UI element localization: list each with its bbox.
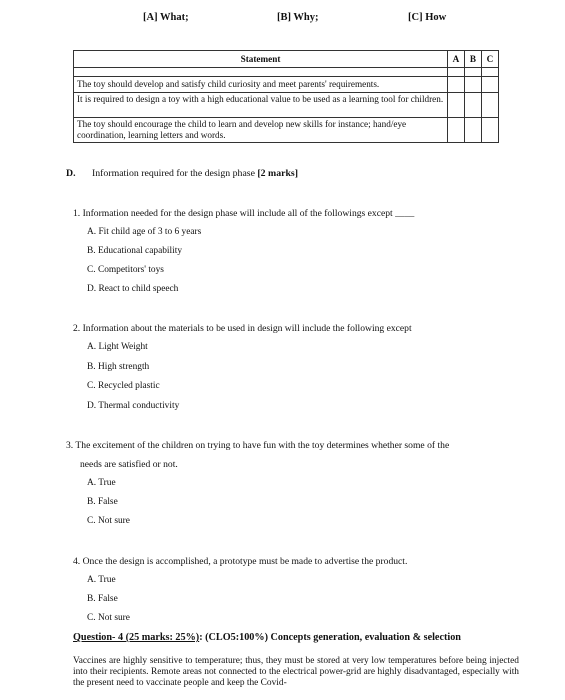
- question-2-option-b[interactable]: B. High strength: [87, 362, 150, 372]
- question-1-option-c[interactable]: C. Competitors' toys: [87, 265, 164, 275]
- question-3-text-line2: needs are satisfied or not.: [80, 459, 178, 470]
- statement-cell: The toy should develop and satisfy child curiosity and meet parents' requirements.: [74, 77, 448, 93]
- question-3-option-b[interactable]: B. False: [87, 497, 118, 507]
- question-4-option-b[interactable]: B. False: [87, 594, 118, 604]
- question-4-option-a[interactable]: A. True: [87, 575, 116, 585]
- col-header-b: B: [465, 51, 482, 68]
- statement-cell: The toy should encourage the child to learn and develop new skills for instance; hand/eye coordination, learning letters and words.: [74, 118, 448, 143]
- answer-cell-c[interactable]: [482, 93, 499, 118]
- answer-cell-a[interactable]: [448, 93, 465, 118]
- statement-cell: It is required to design a toy with a high educational value to be used as a learning tool for children.: [74, 93, 448, 118]
- question-4-heading-title: : (CLO5:100%) Concepts generation, evaluation & selection: [199, 632, 461, 643]
- table-row: [74, 93, 499, 118]
- table-header-row: [74, 51, 499, 68]
- question-1-option-b[interactable]: B. Educational capability: [87, 246, 183, 256]
- answer-cell-a[interactable]: [448, 77, 465, 93]
- question-4-paragraph: Vaccines are highly sensitive to temperature; thus, they must be stored at very low temperatures before being injected into their recipients. Remote areas not connected to the electrical power-grid are highly disadvantaged, especially with the present need to vaccinate people and keep the Covid-: [73, 656, 519, 688]
- answer-cell-c[interactable]: [482, 77, 499, 93]
- question-1-option-a[interactable]: A. Fit child age of 3 to 6 years: [87, 227, 202, 237]
- question-4-heading: [73, 632, 461, 643]
- question-4-heading-marks: Question- 4 (25 marks: 25%): [73, 632, 200, 643]
- table-row: [74, 118, 499, 143]
- question-1: [73, 208, 414, 219]
- table-row: [74, 77, 499, 93]
- header-what: [A] What;: [143, 12, 189, 23]
- statement-table: [73, 50, 499, 143]
- answer-cell-b[interactable]: [465, 118, 482, 143]
- question-3-text-line1: 3. The excitement of the children on trying to have fun with the toy determines whether some of the: [66, 440, 450, 451]
- table-spacer-row: [74, 68, 499, 77]
- answer-cell-a[interactable]: [448, 118, 465, 143]
- section-d-text: Information required for the design phase: [92, 168, 255, 179]
- answer-cell-b[interactable]: [465, 77, 482, 93]
- col-header-c: C: [482, 51, 499, 68]
- answer-cell-c[interactable]: [482, 118, 499, 143]
- header-how: [C] How: [408, 12, 447, 23]
- question-4-text: 4. Once the design is accomplished, a prototype must be made to advertise the product.: [73, 556, 408, 567]
- section-d-marks: [2 marks]: [257, 168, 298, 179]
- col-header-statement: Statement: [74, 51, 448, 68]
- question-2-text: 2. Information about the materials to be used in design will include the following except: [73, 323, 412, 334]
- header-why: [B] Why;: [277, 12, 319, 23]
- answer-cell-b[interactable]: [465, 93, 482, 118]
- question-2-option-a[interactable]: A. Light Weight: [87, 342, 148, 352]
- question-3-option-c[interactable]: C. Not sure: [87, 516, 130, 526]
- question-1-blank: ____: [395, 208, 415, 219]
- section-d-heading: [92, 168, 298, 179]
- question-2-option-d[interactable]: D. Thermal conductivity: [87, 401, 180, 411]
- question-4-option-c[interactable]: C. Not sure: [87, 613, 130, 623]
- question-2-option-c[interactable]: C. Recycled plastic: [87, 381, 160, 391]
- question-1-option-d[interactable]: D. React to child speech: [87, 284, 179, 294]
- question-3-option-a[interactable]: A. True: [87, 478, 116, 488]
- question-1-text: 1. Information needed for the design phase will include all of the followings except: [73, 208, 393, 219]
- col-header-a: A: [448, 51, 465, 68]
- section-d-label: D.: [66, 168, 76, 179]
